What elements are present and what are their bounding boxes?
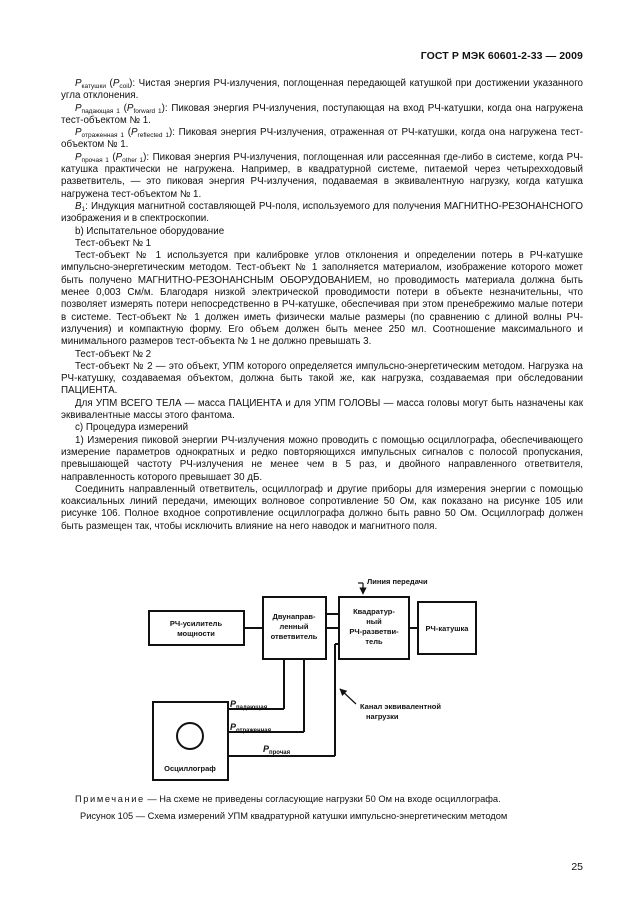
figure-note: Примечание — На схеме не приведены согласующие нагрузки 50 Ом на входе осциллографа. bbox=[75, 794, 501, 804]
splitter-label-1: Квадратур- bbox=[353, 607, 395, 616]
p-other-label: $P_{прочая}$ bbox=[263, 744, 291, 756]
document-body bbox=[61, 78, 583, 533]
load-label-1: Канал эквивалентной bbox=[360, 702, 441, 711]
splitter-label-4: тель bbox=[365, 637, 383, 646]
scope-label: Осциллограф bbox=[164, 764, 216, 773]
heading-test-object-2: Тест-объект № 2 bbox=[75, 348, 152, 360]
load-label-2: нагрузки bbox=[366, 712, 399, 721]
heading-test-object-1: Тест-объект № 1 bbox=[75, 237, 152, 249]
p-reflected-label: $P_{отраженная}$ bbox=[230, 722, 272, 734]
scope-screen-icon bbox=[177, 723, 203, 749]
def-p-forward: $P_{падающая 1}$ $(P_{forward 1})$: Пиковая энергия РЧ-излучения, поступающая на вход РЧ-катушки, когда она нагружена тест-объектом № 1. bbox=[61, 102, 583, 126]
page-number: 25 bbox=[571, 861, 583, 873]
text-connect: Соединить направленный ответвитель, осциллограф и другие приборы для измерения энергии с помощью коаксиальных линий передачи, имеющих волновое сопротивление 50 Ом, как показано на рисунке 105 или рисунке 106. Полное входное сопротивление осциллографа должно быть равно 50 Ом. Осциллограф должен быть размещен так, чтобы исключить влияние на него наводок и магнитного поля. bbox=[61, 483, 583, 532]
p-forward-label: $P_{падающая}$ bbox=[230, 699, 268, 711]
heading-test-equipment: b) Испытательное оборудование bbox=[75, 225, 225, 237]
line-label: Линия передачи bbox=[367, 577, 428, 586]
amp-label-2: мощности bbox=[177, 629, 215, 638]
coil-label: РЧ-катушка bbox=[425, 624, 469, 633]
figure-caption: Рисунок 105 — Схема измерений УПМ квадратурной катушки импульсно-энергетическим методом bbox=[80, 811, 508, 821]
def-p-other: $P_{прочая 1}$ $(P_{other 1})$: Пиковая энергия РЧ-излучения, поглощенная или рассеянная где-либо в системе, когда РЧ-катушка практически не нагружена. Например, в квадратурной системе, питаемой через четырехходовый разветвитель, — это пиковая энергия РЧ-излучения, подаваемая в эквивалентную нагрузку, когда катушка нагружена тест-объектом № 1. bbox=[61, 151, 584, 200]
coupler-label-3: ответвитель bbox=[270, 632, 318, 641]
coupler-label-1: Двунаправ- bbox=[272, 612, 316, 621]
amp-box bbox=[149, 611, 244, 645]
measurement-diagram bbox=[130, 574, 510, 784]
standard-header: ГОСТ Р МЭК 60601-2-33 — 2009 bbox=[420, 50, 583, 62]
text-test-object-1: Тест-объект № 1 используется при калибровке углов отклонения и определении потерь в РЧ-катушке импульсно-энергетическим методом. Тест-объект № 1 заполняется материалом, изображение которого может быть получено МАГНИТНО-РЕЗОНАНСНЫМ ОБОРУДОВАНИЕМ, но проводимость материала должна быть менее 0,003 См/м. Благодаря низкой электрической проводимости потери в объекте незначительны, что позволяет измерять потери непосредственно в РЧ-катушке, обеспечивая при этом пренебрежимо малые потери в системе. Тест-объект № 1 должен иметь физически малые размеры (по сравнению с длиной волны РЧ-излучения) и компактную форму. Его объем должен быть менее 250 мл. Соотношение максимального и минимального размеров тест-объекта № 1 не должно превышать 3. bbox=[61, 250, 583, 348]
heading-procedure: c) Процедура измерений bbox=[75, 422, 189, 434]
text-measurement-1: 1) Измерения пиковой энергии РЧ-излучения можно проводить с помощью осциллографа, обеспечивающего измерение параметров однократных и редко повторяющихся импульсных сигналов с полосой пропускания, превышающей частоту РЧ-излучения не менее чем в 5 раз, и двойного направленного ответвителя, направленность которого превышает 30 дБ. bbox=[61, 434, 583, 483]
text-test-object-2: Тест-объект № 2 — это объект, УПМ которого определяется импульсно-энергетическим методом. Нагрузка на РЧ-катушку, создаваемая объектом, должна быть такой же, как нагрузка, создаваемая при обследовании ПАЦИЕНТА. bbox=[61, 360, 583, 397]
amp-label-1: РЧ-усилитель bbox=[169, 619, 223, 628]
def-p-coil: $P_{катушки}$ $(P_{coil})$: Чистая энергия РЧ-излучения, поглощенная передающей катушкой при достижении указанного угла отклонения. bbox=[61, 78, 583, 102]
def-p-reflected: $P_{отраженная 1}$ $(P_{reflected 1})$: Пиковая энергия РЧ-излучения, отраженная от РЧ-катушки, когда она нагружена тест-объектом № 1. bbox=[61, 127, 583, 151]
text-upm: Для УПМ ВСЕГО ТЕЛА — масса ПАЦИЕНТА и для УПМ ГОЛОВЫ — масса головы могут быть назначены как эквивалентные массы этого фантома. bbox=[61, 397, 583, 422]
splitter-label-3: РЧ-разветви- bbox=[349, 627, 399, 636]
splitter-label-2: ный bbox=[366, 617, 382, 626]
def-b1: $B_1$: Индукция магнитной составляющей РЧ-поля, используемого для получения МАГНИТНО-РЕЗОНАНСНОГО изображения и в спектроскопии. bbox=[61, 200, 583, 225]
coupler-label-2: ленный bbox=[279, 622, 309, 631]
